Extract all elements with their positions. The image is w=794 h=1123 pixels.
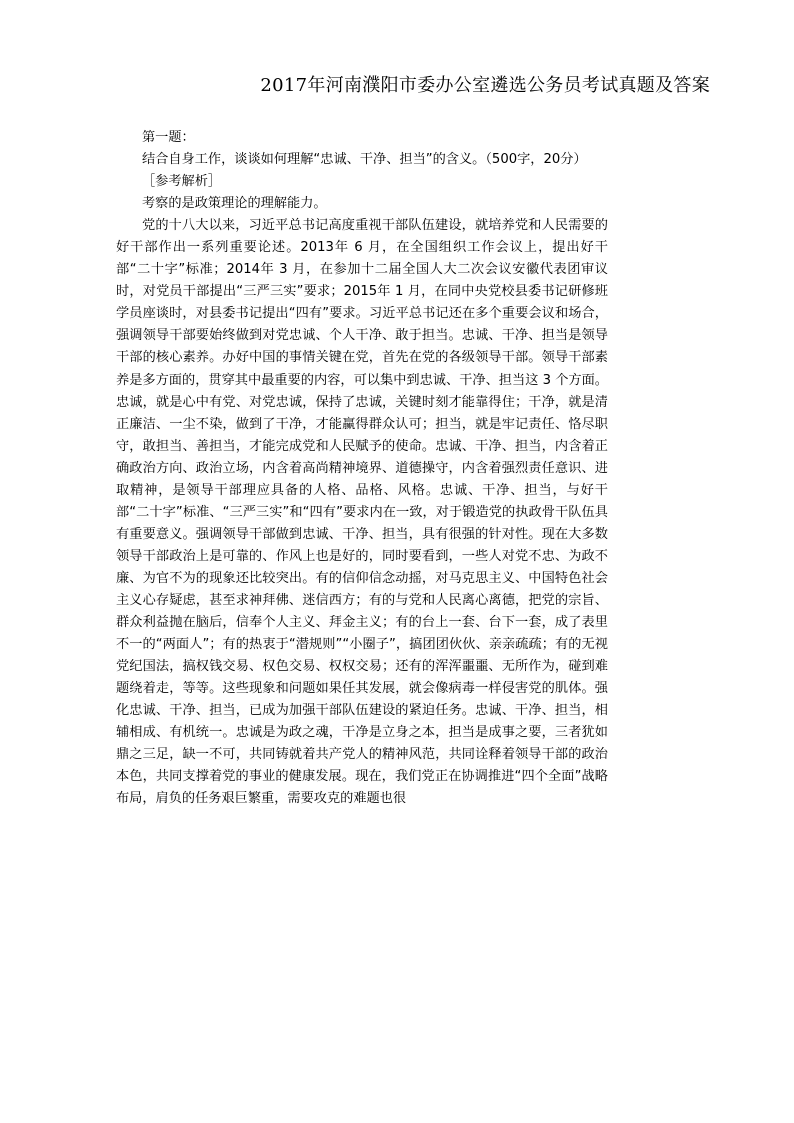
reference-label: ［参考解析］	[142, 174, 222, 190]
question-heading: 第一题：	[142, 130, 195, 145]
answer-paragraph: 党的十八大以来，习近平总书记高度重视干部队伍建设，就培养党和人民需要的好干部作出一系列重要论述。2013年 6 月，在全国组织工作会议上，提出好干部“二十字”标准；2014年 3 月，在参加十二届全国人大二次会议安徽代表团审议时，对党员干部提出“三严三实”要求；2015年 1 月，在同中央党校县委书记研修班学员座谈时，对县委书记提出“四有”要求。习近平总书记还在多个重要会议和场合，强调领导干部要始终做到对党忠诚、个人干净、敢于担当。忠诚、干净、担当是领导干部的核心素养。办好中国的事情关键在党，首先在党的各级领导干部。领导干部素养是多方面的，贯穿其中最重要的内容，可以集中到忠诚、干净、担当这 3 个方面。忠诚，就是心中有党、对党忠诚，保持了忠诚，关键时刻才能靠得住；干净，就是清正廉洁、一尘不染，做到了干净，才能赢得群众认可；担当，就是牢记责任、恪尽职守，敢担当、善担当，才能完成党和人民赋予的使命。忠诚、干净、担当，内含着正确政治方向、政治立场，内含着高尚精神境界、道德操守，内含着强烈责任意识、进取精神，是领导干部理应具备的人格、品格、风格。忠诚、干净、担当，与好干部“二十字”标准、“三严三实”和“四有”要求内在一致，对于锻造党的执政骨干队伍具有重要意义。强调领导干部做到忠诚、干净、担当，具有很强的针对性。现在大多数领导干部政治上是可靠的、作风上也是好的，同时要看到，一些人对党不忠、为政不廉、为官不为的现象还比较突出。有的信仰信念动摇，对马克思主义、中国特色社会主义心存疑虑，甚至求神拜佛、迷信西方；有的与党和人民离心离德，把党的宗旨、群众利益抛在脑后，信奉个人主义、拜金主义；有的台上一套、台下一套，成了表里不一的“两面人”；有的热衷于“潜规则”“小圈子”，搞团团伙伙、亲亲疏疏；有的无视党纪国法，搞权钱交易、权色交易、权权交易；还有的浑浑噩噩、无所作为，碰到难题绕着走，等等。这些现象和问题如果任其发展，就会像病毒一样侵害党的肌体。强化忠诚、干净、担当，已成为加强干部队伍建设的紧迫任务。忠诚、干净、担当，相辅相成、有机统一。忠诚是为政之魂，干净是立身之本，担当是成事之要，三者犹如鼎之三足，缺一不可，共同铸就着共产党人的精神风范，共同诠释着领导干部的政治本色，共同支撑着党的事业的健康发展。现在，我们党正在协调推进“四个全面”战略布局，肩负的任务艰巨繁重，需要攻克的难题也很	[116, 218, 608, 807]
document-title: 2017年河南濮阳市委办公室遴选公务员考试真题及答案	[260, 75, 710, 96]
question-text: 结合自身工作，谈谈如何理解“忠诚、干净、担当”的含义。（500字，20分）	[142, 152, 587, 168]
document-body	[116, 127, 608, 810]
examines-text: 考察的是政策理论的理解能力。	[142, 196, 327, 212]
